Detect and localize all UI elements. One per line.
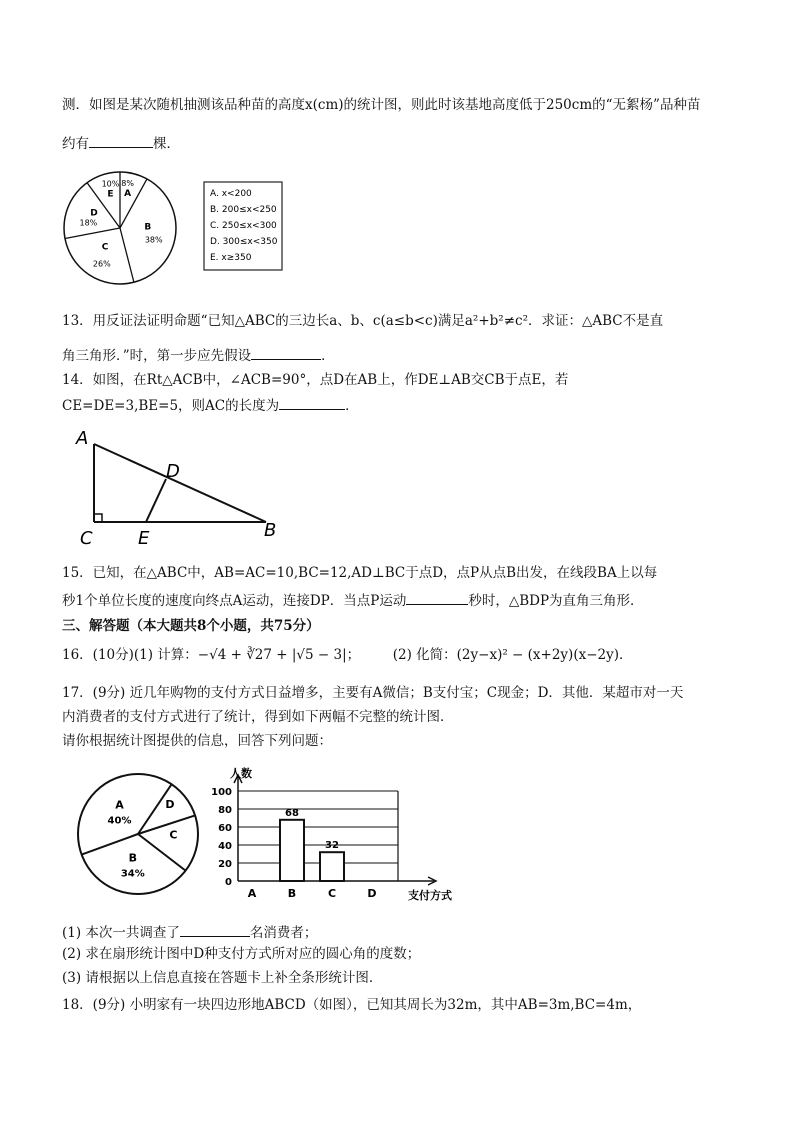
section-3-heading: 三、解答题（本大题共8个小题，共75分） [62,618,320,634]
pie-slice-letter-e: E [107,189,114,200]
pie-slice-percent-e: 10% [101,179,120,189]
pie-slice-letter-a: A [115,798,124,812]
q15-prefix: 秒1个单位长度的速度向终点A运动，连接DP．当点P运动 [62,593,407,609]
q13-suffix: ． [321,348,335,364]
pie-slice-percent-a: 8% [121,179,135,189]
pie-slice-letter-c: C [101,242,109,253]
q17-pie-figure [70,772,220,902]
q17-sub2: (2) 求在扇形统计图中D种支付方式所对应的圆心角的度数； [62,946,421,962]
pie-slice-percent-c: 26% [92,259,111,269]
pie-slice-percent-a: 40% [107,815,132,827]
q15-suffix: 秒时，△BDP为直角三角形． [468,593,644,609]
q14-answer-line [62,395,732,415]
pie-slice-letter-b: B [128,851,137,865]
q13-answer-line [62,345,732,365]
bar-b [280,820,304,881]
x-axis-label: 支付方式 [408,889,452,902]
q18-line1: 18．(9分) 小明家有一块四边形地ABCD（如图），已知其周长为32m，其中AB=3m,BC=4m， [62,997,642,1013]
bar-value-label-b: 68 [285,807,299,819]
q17-sub1 [62,922,732,942]
pie-slice-letter-b: B [144,222,152,233]
pie-slice-letter-a: A [124,189,132,200]
q14-triangle-figure [70,422,290,550]
q15-answer-blank[interactable] [406,590,468,605]
pie-slice-letter-c: C [169,828,178,842]
x-tick-label-b: B [287,887,297,900]
point-d-label: D [166,461,180,482]
legend-entry: B. 200≤x<250 [210,205,277,215]
y-tick-label: 60 [218,823,232,834]
y-tick-label: 80 [218,805,232,816]
pie-slice-letter-d: D [90,208,98,219]
q17-sub1-prefix: (1) 本次一共调查了 [62,925,180,941]
legend-entry: E. x≥350 [210,253,252,263]
q12-answer-blank[interactable] [89,133,153,148]
q16-part1: 16．(10分)(1) 计算：−√4 + ∛27 + |√5 − 3|； [62,647,361,663]
q13-line1: 13．用反证法证明命题“已知△ABC的三边长a、b、c(a≤b<c)满足a²+b²≠c²．求证：△ABC不是直 [62,313,664,329]
q14-answer-blank[interactable] [279,395,345,410]
q14-prefix: CE=DE=3,BE=5，则AC的长度为 [62,398,280,414]
y-axis-label: 人数 [230,767,252,780]
q12-pie-figure [58,168,298,288]
q16-part2: (2) 化简：(2y−x)² − (x+2y)(x−2y)． [392,647,633,663]
point-c-label: C [80,528,93,549]
y-tick-label: 20 [218,859,232,870]
point-e-label: E [138,528,150,549]
legend-entry: D. 300≤x<350 [210,237,278,247]
point-b-label: B [264,520,277,541]
q12-answer-line [62,133,732,153]
q16-line [62,646,732,664]
legend-entry: A. x<200 [210,189,252,199]
pie-slice-edge [120,228,134,282]
q12-legend [210,189,278,263]
segment-de [146,479,166,522]
q17-line1: 17．(9分) 近几年购物的支付方式日益增多，主要有A微信；B支付宝；C现金；D．其他．某超市对一天 [62,685,684,701]
q13-prefix: 角三角形．”时，第一步应先假设 [62,348,252,364]
q17-pie-chart [78,774,198,894]
q12-pie-chart [64,172,176,284]
q15-answer-line [62,590,732,610]
pie-slice-edge [65,228,120,238]
q12-suffix: 棵． [153,136,180,152]
q13-answer-blank[interactable] [251,345,321,360]
pie-slice-percent-b: 34% [120,868,145,880]
pie-slice-edge [138,815,195,834]
y-tick-label: 100 [211,787,232,798]
bar-c [320,852,344,881]
q17-sub3: (3) 请根据以上信息直接在答题卡上补全条形统计图． [62,970,383,986]
q17-line3: 请你根据统计图提供的信息，回答下列问题： [62,733,332,749]
x-tick-label-c: C [327,887,337,900]
q17-answer-blank[interactable] [180,922,250,937]
right-angle-mark [94,514,102,522]
q12-text: 测．如图是某次随机抽测该品种苗的高度x(cm)的统计图，则此时该基地高度低于250cm的“无絮杨”品种苗 [62,97,701,113]
q17-bar-figure [200,765,470,905]
q17-line2: 内消费者的支付方式进行了统计，得到如下两幅不完整的统计图． [62,709,454,725]
y-tick-label: 40 [218,841,232,852]
pie-slice-edge [138,834,186,871]
segment-ab [94,444,266,522]
pie-slice-percent-b: 38% [144,235,163,245]
q14-suffix: ． [345,398,359,414]
pie-slice-letter-d: D [165,797,175,811]
pie-slice-percent-d: 18% [79,218,98,228]
point-a-label: A [76,428,89,449]
q14-line1: 14．如图，在Rt△ACB中，∠ACB=90°，点D在AB上，作DE⊥AB交CB于点E，若 [62,372,569,388]
x-tick-label-d: D [367,887,377,900]
bar-value-label-c: 32 [325,840,339,852]
q15-line1: 15．已知，在△ABC中，AB=AC=10,BC=12,AD⊥BC于点D，点P从点B出发，在线段BA上以每 [62,565,658,581]
q12-prefix: 约有 [62,136,89,152]
legend-entry: C. 250≤x<300 [210,221,277,231]
y-tick-label: 0 [225,877,232,888]
x-tick-label-a: A [247,887,257,900]
q17-sub1-suffix: 名消费者； [249,925,318,941]
q17-bar-chart [211,766,452,902]
